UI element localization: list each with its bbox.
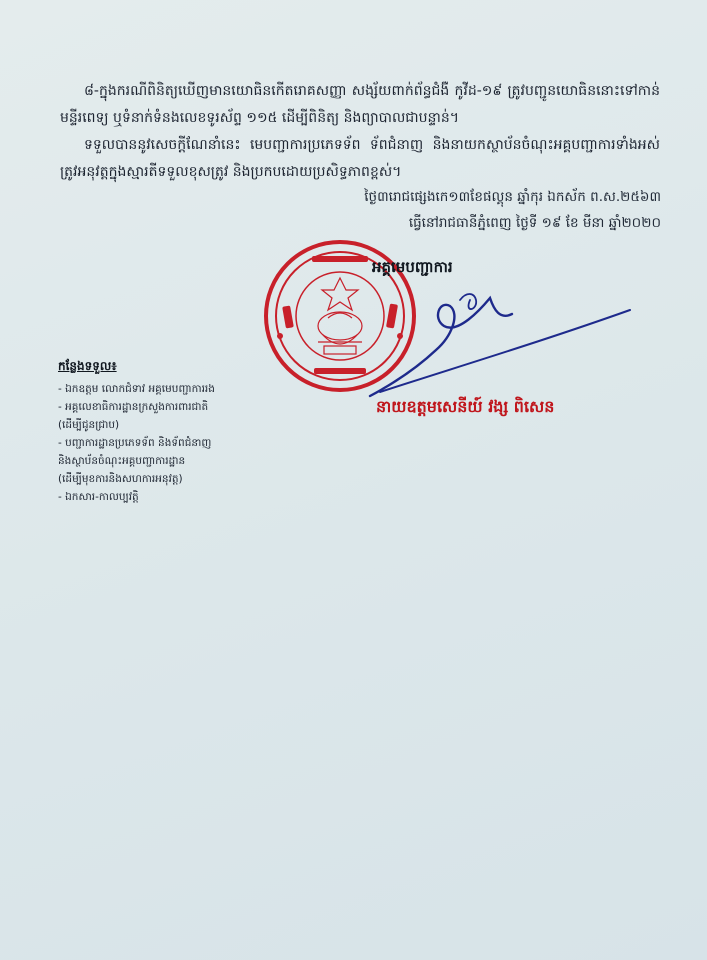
recipient-item: - ឯកសារ-កាលប្បវត្តិ [58, 491, 139, 503]
recipient-item: - បញ្ជាការដ្ឋានប្រភេទទ័ព និងទ័ពជំនាញ [58, 437, 212, 449]
handwritten-signature [340, 270, 640, 400]
office-title: អគ្គមេបញ្ជាការ [372, 258, 453, 276]
signer-name: នាយឧត្តមសេនីយ៍ វង្ស ពិសេន [376, 397, 555, 416]
recipient-item: - ឯកឧត្តម លោកជំទាវ អគ្គមេបញ្ជាការរង [58, 383, 215, 395]
paragraph-instruction: ទទួលបាននូវសេចក្តីណែនាំនេះ មេបញ្ជាការប្រភេទទ័ព ទ័ពជំនាញ និងនាយកស្ថាប័នចំណុះអគ្គបញ្ជាការទាំងអស់ ត្រូវអនុវត្តក្នុងស្មារតីទទួលខុសត្រូវ និងប្រកបដោយប្រសិទ្ធភាពខ្ពស់។ [60, 137, 660, 180]
solar-date: ធ្វើនៅរាជធានីភ្នំពេញ ថ្ងៃទី ១៩ ខែ មីនា ឆ្នាំ២០២០ [408, 215, 661, 231]
lunar-date: ថ្ងៃ៣រោជផ្សេងកេ១៣ខែផល្គុន ឆ្នាំកុរ ឯកស័ក ព.ស.២៥៦៣ [364, 189, 661, 205]
recipient-item: និងស្ថាប័នចំណុះអគ្គបញ្ជាការដ្ឋាន [58, 455, 186, 467]
recipient-list [58, 358, 318, 506]
recipient-item: (ដើម្បីមុខការនិងសហការអនុវត្ត) [58, 473, 183, 485]
paragraph-point-8: ៨-ក្នុងករណីពិនិត្យឃើញមានយោធិនកើតរោគសញ្ញា សង្ស័យពាក់ព័ន្ធជំងឺ កូវីដ-១៩ ត្រូវបញ្ជូនយោធិននោះទៅកាន់មន្ទីរពេទ្យ ឬទំនាក់ទំនងលេខទូរស័ព្ទ ១១៥ ដើម្បីពិនិត្យ និងព្យាបាលជាបន្ទាន់។ [60, 83, 660, 126]
recipient-item: (ដើម្បីជូនជ្រាប) [58, 419, 120, 431]
recipient-heading: កន្លែងទទួល៖ [58, 359, 117, 373]
recipient-item: - អគ្គលេខាធិការដ្ឋានក្រសួងការពារជាតិ [58, 401, 209, 413]
